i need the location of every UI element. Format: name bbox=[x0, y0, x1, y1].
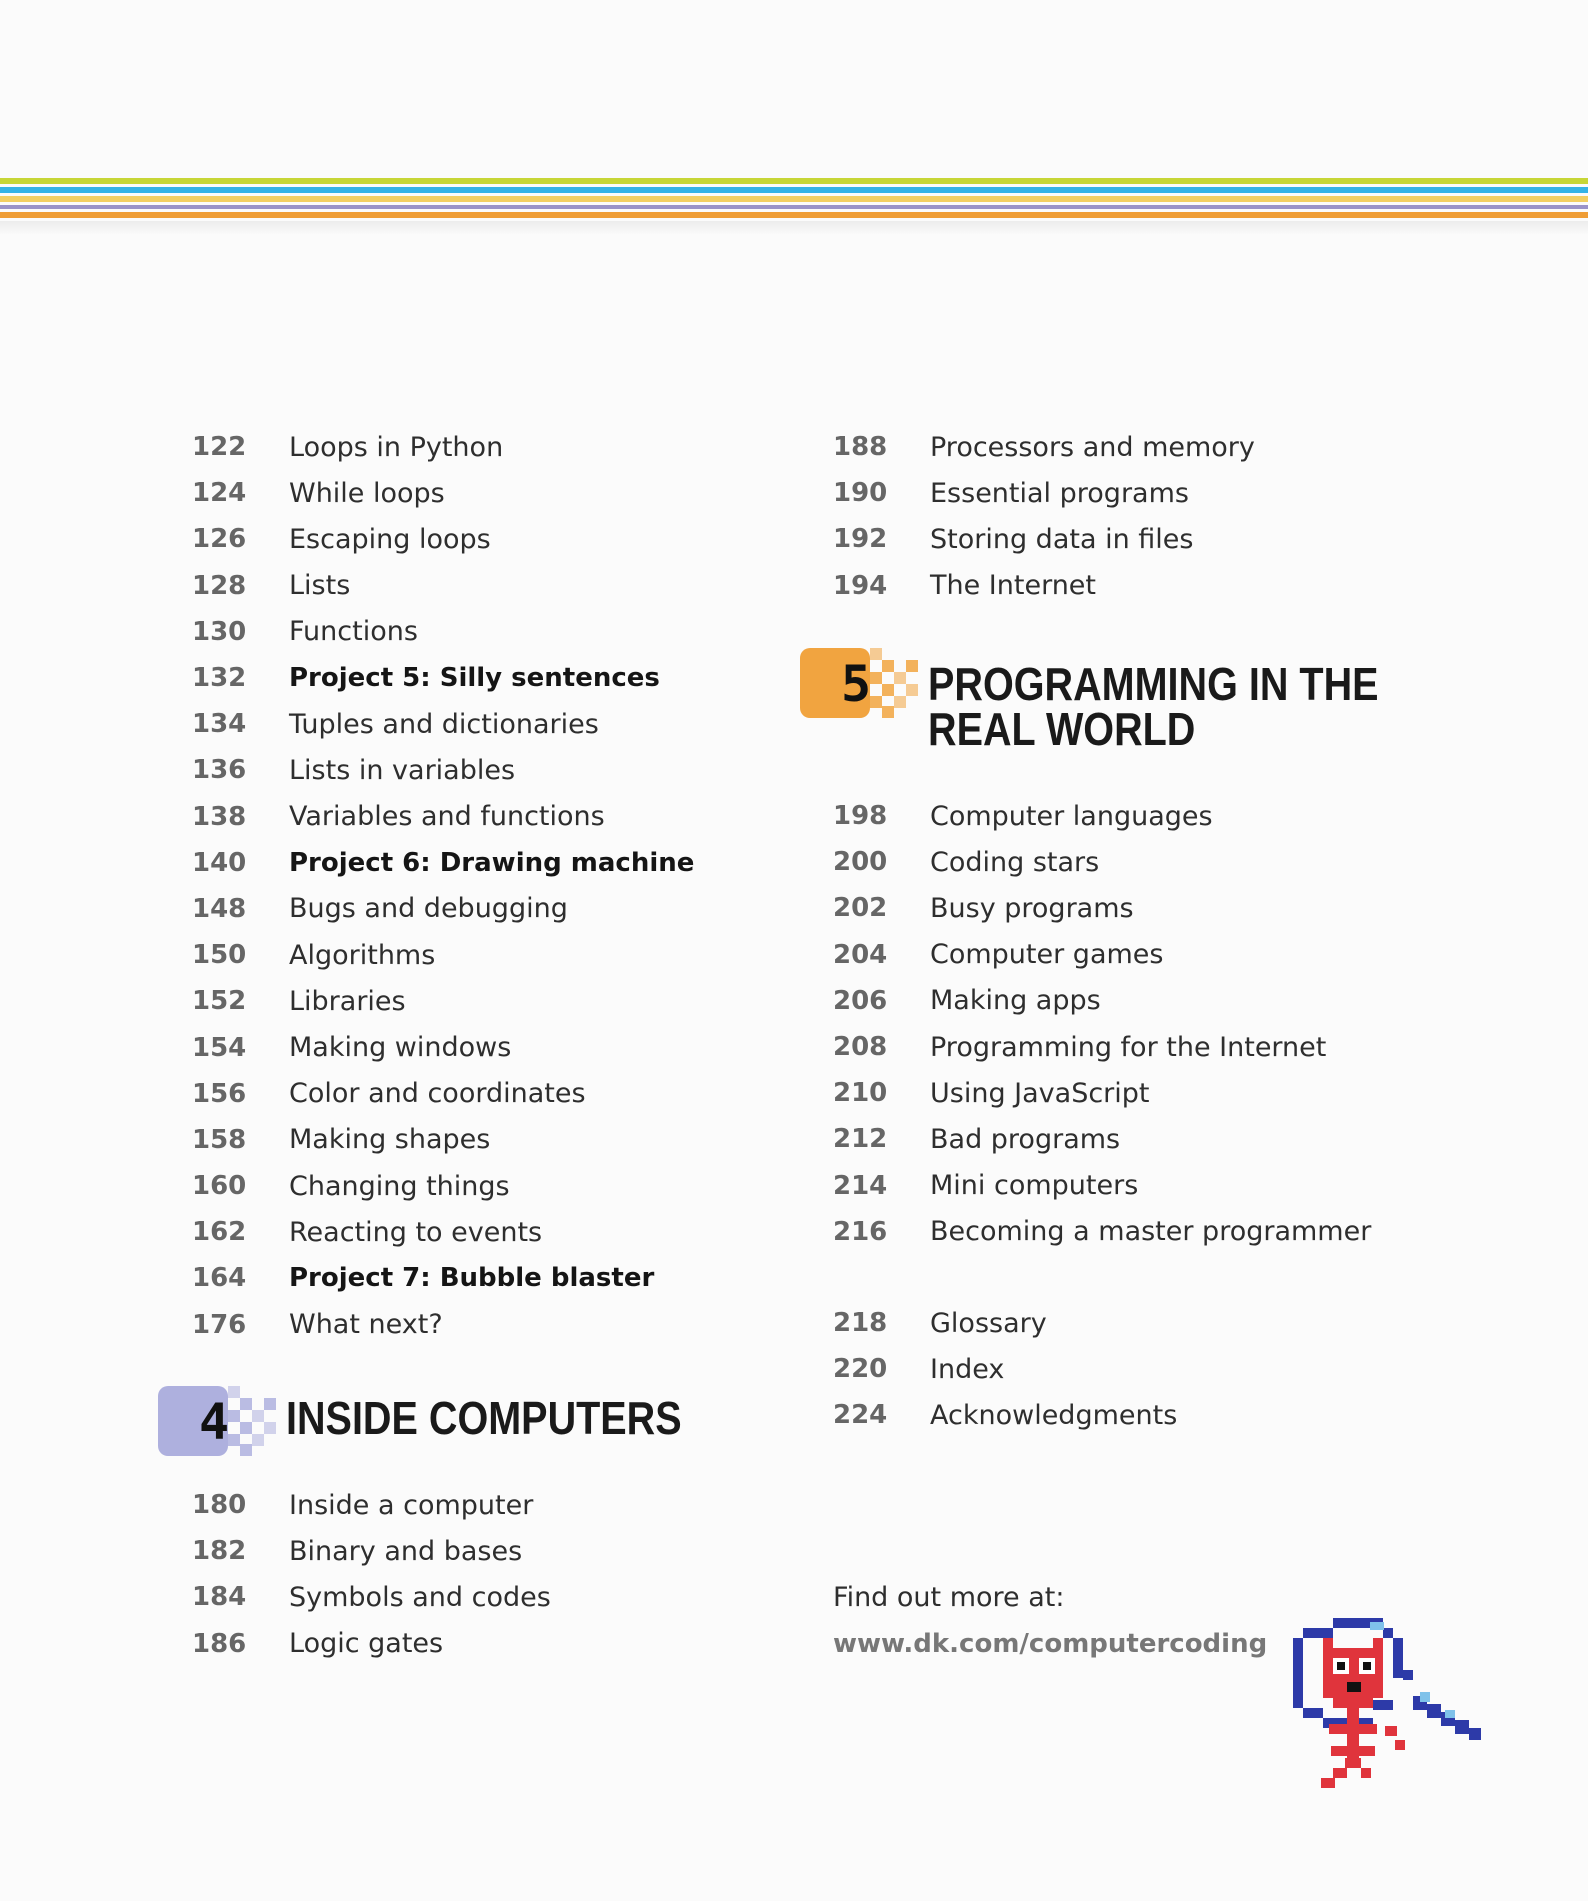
chapter-5-entry bbox=[833, 793, 1533, 839]
page-number: 128 bbox=[192, 570, 247, 601]
toc-entry bbox=[192, 794, 752, 840]
chapter-4-number: 4 bbox=[198, 1393, 230, 1451]
page-number: 134 bbox=[192, 709, 247, 740]
entry-title: Escaping loops bbox=[289, 523, 491, 555]
toc-entry bbox=[192, 1163, 752, 1209]
page-number: 180 bbox=[192, 1490, 247, 1521]
chapter-5-list bbox=[833, 793, 1533, 1255]
page-number: 212 bbox=[833, 1124, 888, 1155]
page-number: 158 bbox=[192, 1124, 247, 1155]
toc-entry bbox=[833, 563, 1533, 609]
back-matter-entry bbox=[833, 1346, 1533, 1392]
toc-entry bbox=[192, 1302, 752, 1348]
chapter-4-badge bbox=[158, 1386, 276, 1456]
pixel-robot-icon bbox=[1275, 1600, 1495, 1800]
toc-entry bbox=[192, 516, 752, 562]
entry-title: Logic gates bbox=[289, 1628, 444, 1660]
page-number: 194 bbox=[833, 570, 888, 601]
chapter-5-number: 5 bbox=[840, 655, 872, 713]
toc-entry bbox=[192, 1209, 752, 1255]
page-number: 160 bbox=[192, 1171, 247, 1202]
entry-title: Functions bbox=[289, 616, 418, 648]
header-stripes bbox=[0, 178, 1588, 235]
page-number: 204 bbox=[833, 939, 888, 970]
chapter-5-entry bbox=[833, 932, 1533, 978]
chapter-5-title-line2: REAL WORLD bbox=[928, 703, 1196, 755]
entry-title: What next? bbox=[289, 1309, 443, 1341]
page-number: 188 bbox=[833, 432, 888, 463]
entry-title: Variables and functions bbox=[289, 801, 605, 833]
entry-title: Making apps bbox=[930, 985, 1101, 1017]
toc-entry bbox=[833, 470, 1533, 516]
entry-title: Symbols and codes bbox=[289, 1581, 551, 1613]
stripe-yellow bbox=[0, 196, 1588, 202]
entry-title: Color and coordinates bbox=[289, 1078, 586, 1110]
page-number: 208 bbox=[833, 1032, 888, 1063]
toc-entry bbox=[192, 701, 752, 747]
entry-title: Becoming a master programmer bbox=[930, 1216, 1372, 1248]
badge-pixel bbox=[240, 1422, 252, 1434]
page-number: 138 bbox=[192, 801, 247, 832]
entry-title: Processors and memory bbox=[930, 431, 1255, 463]
page-number: 126 bbox=[192, 524, 247, 555]
page-number: 156 bbox=[192, 1078, 247, 1109]
find-out-more-label: Find out more at: bbox=[833, 1582, 1065, 1613]
chapter-4-entry bbox=[192, 1621, 752, 1667]
chapter-4-heading bbox=[158, 1386, 746, 1456]
robot-helmet bbox=[1293, 1618, 1481, 1740]
badge-pixel bbox=[894, 696, 906, 708]
chapter-5-badge bbox=[800, 648, 918, 718]
chapter-5-heading bbox=[800, 648, 1452, 755]
stripe-shadow bbox=[0, 221, 1588, 235]
page-number: 200 bbox=[833, 847, 888, 878]
toc-entry bbox=[192, 886, 752, 932]
entry-title: Computer games bbox=[930, 939, 1164, 971]
chapter-5-entry bbox=[833, 885, 1533, 931]
page-number: 206 bbox=[833, 985, 888, 1016]
page-number: 224 bbox=[833, 1400, 888, 1431]
entry-title: Changing things bbox=[289, 1170, 510, 1202]
entry-title: Lists in variables bbox=[289, 754, 516, 786]
chapter-5-entry bbox=[833, 978, 1533, 1024]
chapter-4-entry bbox=[192, 1574, 752, 1620]
page-number: 130 bbox=[192, 616, 247, 647]
entry-title: Lists bbox=[289, 570, 351, 602]
chapter-4-title: INSIDE COMPUTERS bbox=[286, 1392, 682, 1444]
entry-title: Tuples and dictionaries bbox=[289, 708, 599, 740]
page-number: 162 bbox=[192, 1217, 247, 1248]
toc-right-column bbox=[833, 424, 1533, 609]
badge-pixel bbox=[264, 1422, 276, 1434]
badge-pixel bbox=[906, 660, 918, 672]
badge-pixel bbox=[252, 1410, 264, 1422]
chapter-4-entry bbox=[192, 1482, 752, 1528]
page-number: 164 bbox=[192, 1263, 247, 1294]
badge-pixel bbox=[882, 706, 894, 718]
page-number: 192 bbox=[833, 524, 888, 555]
entry-title: Programming for the Internet bbox=[930, 1031, 1327, 1063]
toc-left-column bbox=[192, 424, 752, 1348]
page-number: 148 bbox=[192, 893, 247, 924]
stripe-purple bbox=[0, 205, 1588, 209]
toc-entry bbox=[192, 563, 752, 609]
toc-entry bbox=[192, 1024, 752, 1070]
page-number: 202 bbox=[833, 893, 888, 924]
page-number: 218 bbox=[833, 1308, 888, 1339]
toc-entry bbox=[192, 1071, 752, 1117]
toc-list-left bbox=[192, 424, 752, 1348]
entry-title: While loops bbox=[289, 477, 445, 509]
back-matter-entry bbox=[833, 1300, 1533, 1346]
chapter-5-entry bbox=[833, 839, 1533, 885]
find-out-more-link[interactable]: www.dk.com/computercoding bbox=[833, 1629, 1268, 1659]
entry-title: Bad programs bbox=[930, 1123, 1121, 1155]
page-number: 176 bbox=[192, 1309, 247, 1340]
chapter-5-entry bbox=[833, 1070, 1533, 1116]
entry-title: Binary and bases bbox=[289, 1535, 523, 1567]
page-number: 152 bbox=[192, 986, 247, 1017]
entry-title: Project 5: Silly sentences bbox=[289, 663, 660, 694]
entry-title: Algorithms bbox=[289, 939, 436, 971]
entry-title: The Internet bbox=[930, 570, 1097, 602]
page-number: 210 bbox=[833, 1078, 888, 1109]
badge-pixel bbox=[264, 1398, 276, 1410]
entry-title: Coding stars bbox=[930, 846, 1100, 878]
page-number: 154 bbox=[192, 1032, 247, 1063]
toc-entry bbox=[192, 747, 752, 793]
badge-pixel bbox=[252, 1434, 264, 1446]
chapter-4-entry bbox=[192, 1528, 752, 1574]
badge-pixel bbox=[240, 1444, 252, 1456]
entry-title: Essential programs bbox=[930, 477, 1189, 509]
entry-title: Storing data in files bbox=[930, 523, 1194, 555]
entry-title: Index bbox=[930, 1353, 1005, 1385]
badge-pixel bbox=[240, 1398, 252, 1410]
back-matter-list bbox=[833, 1300, 1533, 1439]
chapter-5-entry bbox=[833, 1209, 1533, 1255]
back-matter-entry bbox=[833, 1392, 1533, 1438]
page-number: 182 bbox=[192, 1536, 247, 1567]
toc-entry bbox=[192, 424, 752, 470]
page-number: 122 bbox=[192, 432, 247, 463]
entry-title: Inside a computer bbox=[289, 1489, 534, 1521]
entry-title: Computer languages bbox=[930, 800, 1213, 832]
chapter-5-entry bbox=[833, 1024, 1533, 1070]
entry-title: Bugs and debugging bbox=[289, 893, 568, 925]
entry-title: Glossary bbox=[930, 1307, 1047, 1339]
badge-pixel bbox=[894, 672, 906, 684]
entry-title: Reacting to events bbox=[289, 1216, 543, 1248]
entry-title: Making shapes bbox=[289, 1124, 491, 1156]
page-number: 186 bbox=[192, 1628, 247, 1659]
toc-entry bbox=[833, 516, 1533, 562]
entry-title: Loops in Python bbox=[289, 431, 504, 463]
page-number: 216 bbox=[833, 1216, 888, 1247]
stripe-green bbox=[0, 178, 1588, 184]
page-number: 136 bbox=[192, 755, 247, 786]
entry-title: Acknowledgments bbox=[930, 1399, 1178, 1431]
page-number: 184 bbox=[192, 1582, 247, 1613]
toc-entry bbox=[192, 470, 752, 516]
page-number: 198 bbox=[833, 801, 888, 832]
toc-entry bbox=[192, 655, 752, 701]
chapter-5-entry bbox=[833, 1163, 1533, 1209]
entry-title: Mini computers bbox=[930, 1170, 1139, 1202]
toc-entry bbox=[192, 609, 752, 655]
toc-list-right bbox=[833, 424, 1533, 609]
toc-entry bbox=[192, 1255, 752, 1301]
page-number: 190 bbox=[833, 478, 888, 509]
find-out-more bbox=[833, 1575, 1267, 1667]
entry-title: Project 6: Drawing machine bbox=[289, 847, 695, 878]
toc-entry bbox=[192, 932, 752, 978]
stripe-blue bbox=[0, 187, 1588, 193]
chapter-5-entry bbox=[833, 1116, 1533, 1162]
toc-entry bbox=[192, 840, 752, 886]
entry-title: Libraries bbox=[289, 985, 406, 1017]
page-number: 132 bbox=[192, 663, 247, 694]
page-number: 124 bbox=[192, 478, 247, 509]
toc-entry bbox=[192, 978, 752, 1024]
entry-title: Using JavaScript bbox=[930, 1077, 1150, 1109]
entry-title: Busy programs bbox=[930, 892, 1134, 924]
entry-title: Project 7: Bubble blaster bbox=[289, 1263, 655, 1294]
chapter-5-title-line1: PROGRAMMING IN THE bbox=[928, 658, 1379, 710]
page-number: 214 bbox=[833, 1170, 888, 1201]
badge-pixel bbox=[882, 684, 894, 696]
entry-title: Making windows bbox=[289, 1032, 512, 1064]
toc-entry bbox=[833, 424, 1533, 470]
chapter-5-title bbox=[928, 658, 1452, 755]
toc-entry bbox=[192, 1117, 752, 1163]
badge-pixel bbox=[882, 660, 894, 672]
page-number: 140 bbox=[192, 847, 247, 878]
page-number: 220 bbox=[833, 1354, 888, 1385]
chapter-4-list bbox=[192, 1482, 752, 1667]
page-number: 150 bbox=[192, 940, 247, 971]
stripe-orange bbox=[0, 212, 1588, 218]
badge-pixel bbox=[906, 684, 918, 696]
